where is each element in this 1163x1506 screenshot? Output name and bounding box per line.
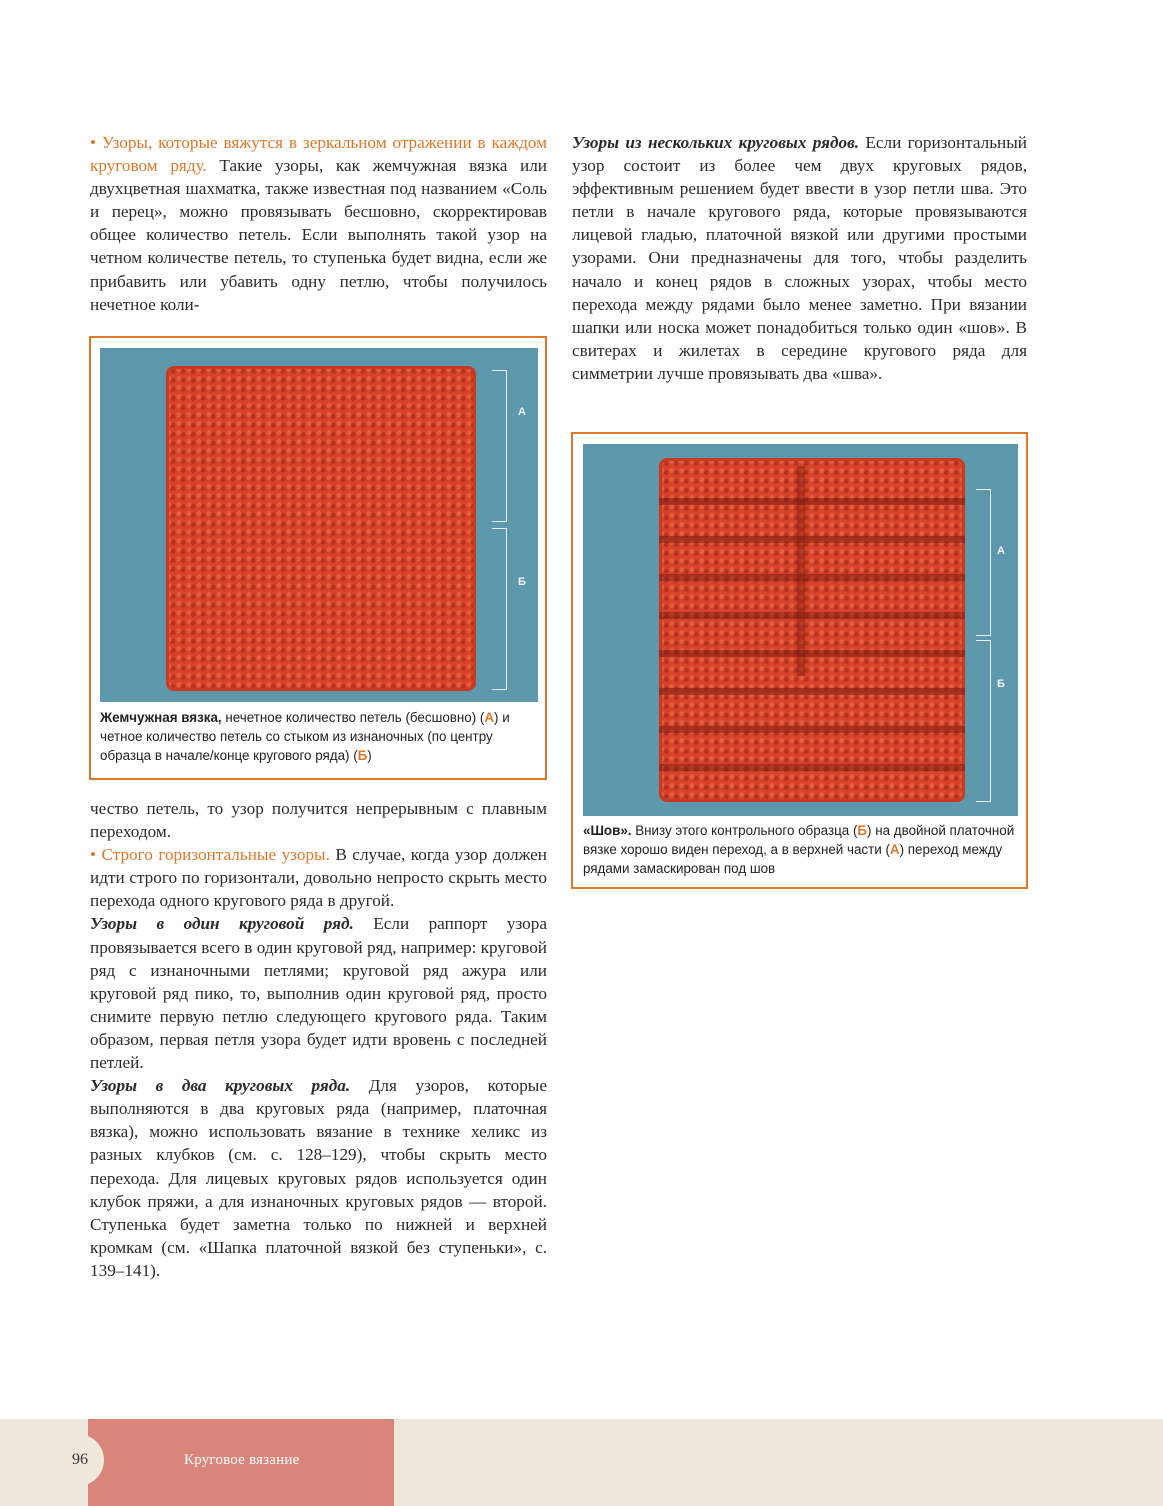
caption-part: Внизу этого контрольного образца ( — [631, 823, 858, 838]
left-column-bottom — [90, 797, 547, 1282]
ridge — [659, 650, 965, 657]
ridge — [659, 536, 965, 543]
ridge — [659, 612, 965, 619]
badge-a: А — [484, 710, 495, 725]
ridge — [659, 726, 965, 733]
bracket-a-label: А — [518, 406, 526, 418]
knitted-swatch — [166, 366, 476, 691]
one-row-text: Если раппорт узора провязывается всего в один круговой ряд, например: круговой ряд с изнаночными петлями; круговой ряд ажура или круговой ряд пико, то, выполнив один круговой ряд, просто снимите первую петлю следующего кругового ряда. Таким образом, первая петля узора будет идти вровень с последней петлей. — [90, 914, 547, 1073]
continuation-paragraph: чество петель, то узор получится непрерывным с плавным переходом. — [90, 799, 547, 842]
photo-seed-stitch-swatch — [100, 348, 538, 702]
ridge — [659, 498, 965, 505]
ridge — [659, 764, 965, 771]
two-rows-paragraph — [90, 1074, 547, 1282]
strict-patterns-paragraph — [90, 843, 547, 912]
two-rows-heading: Узоры в два круговых ряда. — [90, 1076, 351, 1096]
caption-title: «Шов». — [583, 823, 632, 838]
badge-a: А — [889, 842, 900, 857]
caption-part: ) переход между рядами замаскирован под шов — [583, 842, 1003, 876]
chapter-title: Круговое вязание — [184, 1452, 300, 1468]
bracket-b-label: Б — [518, 576, 526, 588]
left-column-top — [90, 131, 547, 316]
page-number: 96 — [72, 1451, 88, 1468]
multi-row-paragraph — [572, 131, 1027, 385]
caption-part: нечетное количество петель (бесшовно) ( — [221, 710, 485, 725]
caption-part: ) — [367, 748, 372, 763]
one-row-heading: Узоры в один круговой ряд. — [90, 914, 354, 934]
bracket-a-label: А — [997, 545, 1005, 557]
bracket-b — [976, 640, 991, 802]
strict-patterns-heading: • Строго горизонтальные узоры. — [90, 845, 330, 865]
figure1-caption — [100, 708, 538, 765]
caption-part: ) и четное количество петель со стыком из изнаночных (по центру образца в начале/конце кругового ряда) ( — [100, 710, 510, 763]
knitted-swatch-ridged — [659, 458, 965, 802]
figure2-caption — [583, 821, 1018, 878]
bracket-b — [492, 528, 507, 690]
ridge — [659, 574, 965, 581]
two-rows-text: Для узоров, которые выполняются в два круговых ряда (например, платочная вязка), можно использовать вязание в технике хеликс из разных клубков (см. с. 128–129), чтобы скрыть место перехода. Для лицевых круговых рядов используется один клубок пряжи, а для изнаночных круговых рядов — второй. Ступенька будет заметна только по нижней и верхней кромкам (см. «Шапка платочной вязкой без ступеньки», с. 139–141). — [90, 1076, 547, 1280]
bracket-b-label: Б — [997, 678, 1005, 690]
ridge — [659, 688, 965, 695]
badge-b: Б — [857, 823, 868, 838]
bracket-a — [976, 489, 991, 636]
figure-garter-seed — [89, 336, 547, 780]
bracket-a — [492, 370, 507, 522]
multi-row-text: Если горизонтальный узор состоит из более чем двух круговых рядов, эффективным решением будет ввести в узор петли шва. Это петли в начале кругового ряда, которые провязываются лицевой гладью, платочной вязкой или другими простыми узорами. Они предназначены для того, чтобы разделить начало и конец рядов в сложных узорах, чтобы место перехода между рядами было менее заметно. При вязании шапки или носка может понадобиться только один «шов». В свитерах и жилетах в середине кругового ряда для симметрии лучше провязывать два «шва». — [572, 133, 1027, 383]
mirror-patterns-text: Такие узоры, как жемчужная вязка или двухцветная шахматка, также известная под названием «Соль и перец», можно провязывать бесшовно, скорректировав общее количество петель. Если выполнять такой узор на четном количестве петель, то ступенька будет видна, если же прибавить или убавить одну петлю, чтобы получилось нечетное коли- — [90, 156, 547, 314]
mirror-patterns-paragraph — [90, 131, 547, 316]
mirror-patterns-heading: • Узоры, которые вяжутся в зеркальном отражении в каждом круговом ряду. — [90, 133, 547, 176]
figure-seam-stitch — [571, 432, 1028, 889]
caption-title: Жемчужная вязка, — [100, 710, 222, 725]
seam-column — [797, 466, 805, 676]
strict-patterns-text: В случае, когда узор должен идти строго по горизонтали, довольно непросто скрыть место перехода одного кругового ряда в другой. — [90, 845, 547, 911]
one-row-paragraph — [90, 912, 547, 1074]
caption-part: ) на двойной платочной вязке хорошо виден переход, а в верхней части ( — [583, 823, 1015, 857]
multi-row-heading: Узоры из нескольких круговых рядов. — [572, 133, 860, 152]
photo-seam-swatch — [583, 444, 1018, 816]
badge-b: Б — [357, 748, 368, 763]
right-column — [572, 131, 1027, 385]
